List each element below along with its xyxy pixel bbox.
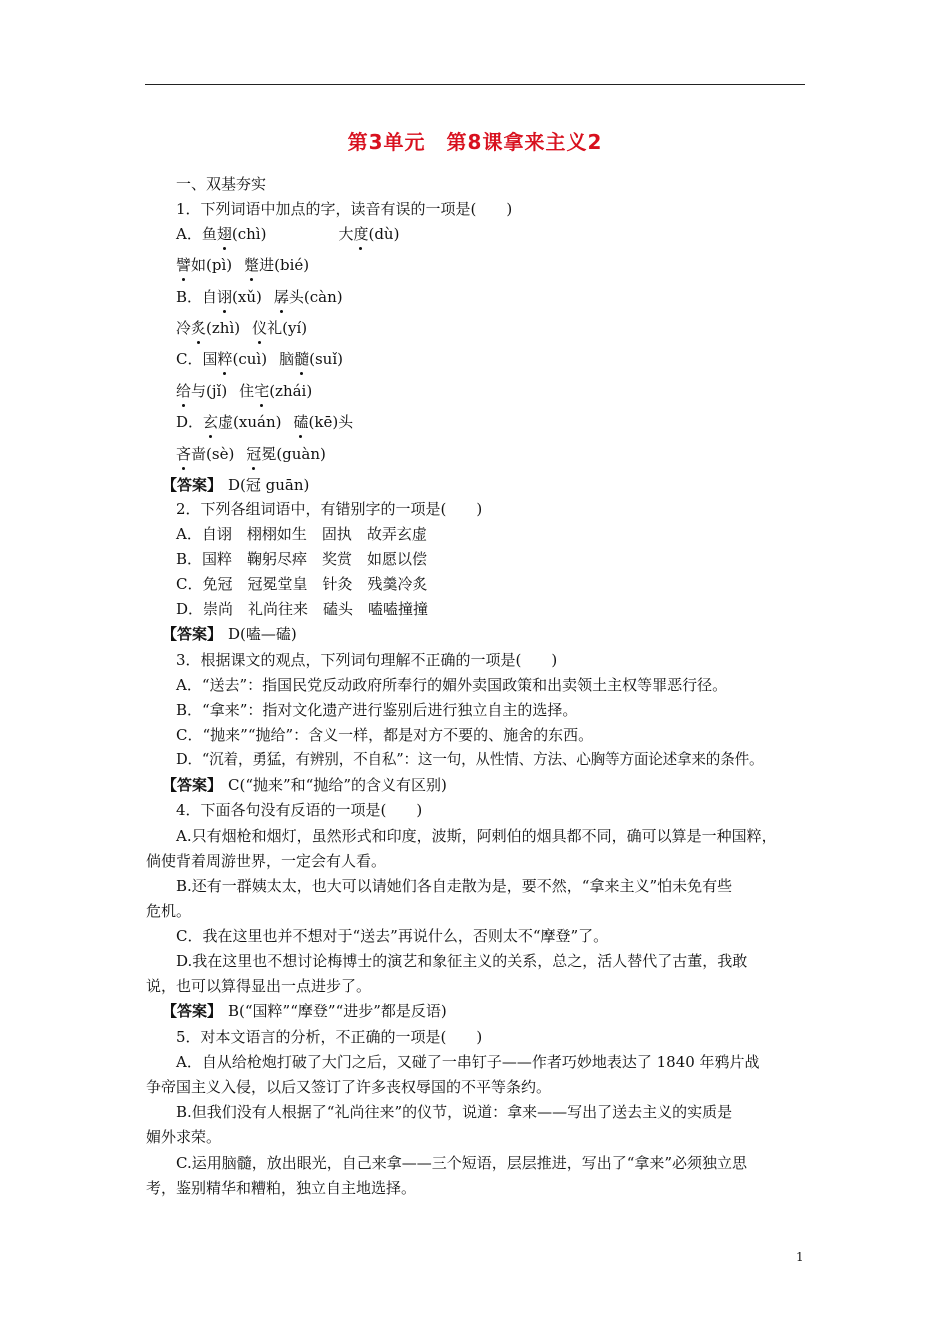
q1-a-text2: 大 [338, 225, 354, 243]
q4-option-d-line1: D.我在这里也不想讨论梅博士的演艺和象征主义的关系，总之，活人替代了古董，我敢 [176, 952, 748, 970]
q3-option-c: C．“抛来”“抛给”：含义一样，都是对方不要的、施舍的东西。 [176, 726, 594, 744]
q1-b2-pinyin: (zhì) [206, 319, 241, 337]
q5-option-a-line1: A．自从给枪炮打破了大门之后，又碰了一串钉子——作者巧妙地表达了 1840 年鸦片战 [176, 1053, 760, 1071]
q1-d-text2: 虚(xuán) [218, 413, 282, 431]
dotted-char: 冠 [246, 445, 262, 463]
q1-d2-text2: 冕(guàn) [261, 445, 326, 463]
dotted-char: 譬 [176, 256, 192, 274]
answer-text: C(“抛来”和“抛给”的含义有区别) [228, 776, 447, 794]
page-title: 第3单元 第8课拿来主义2 [347, 130, 603, 154]
q2-option-d: D．崇尚 礼尚往来 磕头 嗑嗑撞撞 [176, 600, 429, 618]
q1-a-pinyin: (chì) [231, 225, 267, 243]
dotted-char: 给 [176, 382, 192, 400]
q1-a2-text: 如(pì) [191, 256, 233, 274]
q1-b2-text: 冷 [176, 319, 192, 337]
dotted-char: 仪 [252, 319, 268, 337]
q3-option-a: A．“送去”：指国民党反动政府所奉行的媚外卖国政策和出卖领土主权等罪恶行径。 [176, 676, 728, 694]
page-number: 1 [796, 1250, 804, 1264]
q2-stem: 2．下列各组词语中，有错别字的一项是( ) [176, 500, 483, 518]
q1-c2-pinyin: (zhái) [269, 382, 313, 400]
q1-option-d-line2 [176, 444, 326, 464]
q1-c-text: C．国 [176, 350, 218, 368]
dotted-char: 粹 [217, 350, 233, 368]
q1-option-b-line2 [176, 318, 307, 338]
dotted-char: 炙 [191, 319, 207, 337]
q3-answer [162, 775, 447, 795]
q1-option-b-line1 [176, 287, 343, 307]
answer-tag: 【答案】 [162, 476, 223, 494]
q5-option-b-line2: 媚外求荣。 [146, 1128, 222, 1146]
q1-answer [162, 475, 309, 495]
q5-stem: 5．对本文语言的分析，不正确的一项是( ) [176, 1028, 483, 1046]
section-heading: 一、双基夯实 [176, 175, 267, 193]
q1-b-pinyin: (xǔ) [232, 288, 262, 306]
dotted-char: 度 [353, 225, 369, 243]
dotted-char: 玄 [203, 413, 219, 431]
q1-b-text: B．自 [176, 288, 218, 306]
q4-option-a-line1: A.只有烟枪和烟灯，虽然形式和印度，波斯，阿剌伯的烟具都不同，确可以算是一种国粹， [176, 827, 777, 845]
q5-option-b-line1: B.但我们没有人根据了“礼尚往来”的仪节，说道：拿来——写出了送去主义的实质是 [176, 1103, 733, 1121]
q4-answer [162, 1001, 447, 1021]
q2-option-c: C．免冠 冠冕堂皇 针灸 残羹冷炙 [176, 575, 428, 593]
q2-option-b: B．国粹 鞠躬尽瘁 奖赏 如愿以偿 [176, 550, 428, 568]
q4-option-a-line2: 倘使背着周游世界，一定会有人看。 [146, 852, 387, 870]
q1-c-text2: 脑 [279, 350, 295, 368]
answer-text: B(“国粹”“摩登”“进步”都是反语) [228, 1002, 447, 1020]
q1-d-text: D． [176, 413, 204, 431]
dotted-char: 翅 [216, 225, 232, 243]
q1-b2-text2: 礼(yí) [267, 319, 308, 337]
q2-answer [162, 624, 297, 644]
q4-option-c: C．我在这里也并不想对于“送去”再说什么，否则太不“摩登”了。 [176, 927, 609, 945]
q4-option-d-line2: 说，也可以算得显出一点进步了。 [146, 977, 372, 995]
q5-option-c-line1: C.运用脑髓，放出眼光，自己来拿——三个短语，层层推进，写出了“拿来”必须独立思 [176, 1154, 748, 1172]
dotted-char: 磕 [293, 413, 309, 431]
q2-option-a: A．自诩 栩栩如生 固执 故弄玄虚 [176, 525, 427, 543]
q1-option-a-line1 [176, 224, 399, 244]
answer-tag: 【答案】 [162, 776, 223, 794]
header-rule [145, 84, 805, 85]
answer-tag: 【答案】 [162, 625, 223, 643]
q3-option-d: D．“沉着，勇猛，有辨别，不自私”：这一句，从性情、方法、心胸等方面论述拿来的条件。 [176, 751, 764, 768]
q1-option-a-line2 [176, 255, 309, 275]
q5-option-a-line2: 争帝国主义入侵，以后又签订了许多丧权辱国的不平等条约。 [146, 1078, 552, 1096]
dotted-char: 蹩 [244, 256, 260, 274]
answer-text: D(嗑—磕) [228, 625, 297, 643]
q1-c-pinyin: (cuì) [232, 350, 268, 368]
q1-option-c-line2 [176, 381, 312, 401]
q4-option-b-line1: B.还有一群姨太太，也大可以请她们各自走散为是，要不然，“拿来主义”怕未免有些 [176, 877, 733, 895]
q1-c-pinyin2: (suǐ) [309, 350, 343, 368]
q3-option-b: B．“拿来”：指对文化遗产进行鉴别后进行独立自主的选择。 [176, 701, 578, 719]
q4-stem: 4．下面各句没有反语的一项是( ) [176, 801, 423, 819]
dotted-char: 髓 [294, 350, 310, 368]
q4-option-b-line2: 危机。 [146, 902, 192, 920]
dotted-char: 诩 [217, 288, 233, 306]
q1-stem: 1．下列词语中加点的字，读音有误的一项是( ) [176, 200, 513, 218]
q1-d2-text: 啬(sè) [191, 445, 235, 463]
q1-b-text2: 头(càn) [288, 288, 343, 306]
q1-a-text: A．鱼 [176, 225, 217, 243]
dotted-char: 宅 [254, 382, 270, 400]
q5-option-c-line2: 考，鉴别精华和糟粕，独立自主地选择。 [146, 1179, 417, 1197]
q3-stem: 3．根据课文的观点，下列词句理解不正确的一项是( ) [176, 651, 558, 669]
q1-a-pinyin2: (dù) [368, 225, 400, 243]
q1-option-d-line1 [176, 412, 353, 432]
q1-a2-text2: 进(bié) [259, 256, 310, 274]
answer-text: D(冠 guān) [228, 476, 310, 494]
q1-d-text3: (kē)头 [308, 413, 354, 431]
dotted-char: 孱 [273, 288, 289, 306]
q1-option-c-line1 [176, 349, 343, 369]
answer-tag: 【答案】 [162, 1002, 223, 1020]
q1-c2-text2: 住 [239, 382, 255, 400]
q1-c2-text: 与(jǐ) [191, 382, 228, 400]
dotted-char: 吝 [176, 445, 192, 463]
